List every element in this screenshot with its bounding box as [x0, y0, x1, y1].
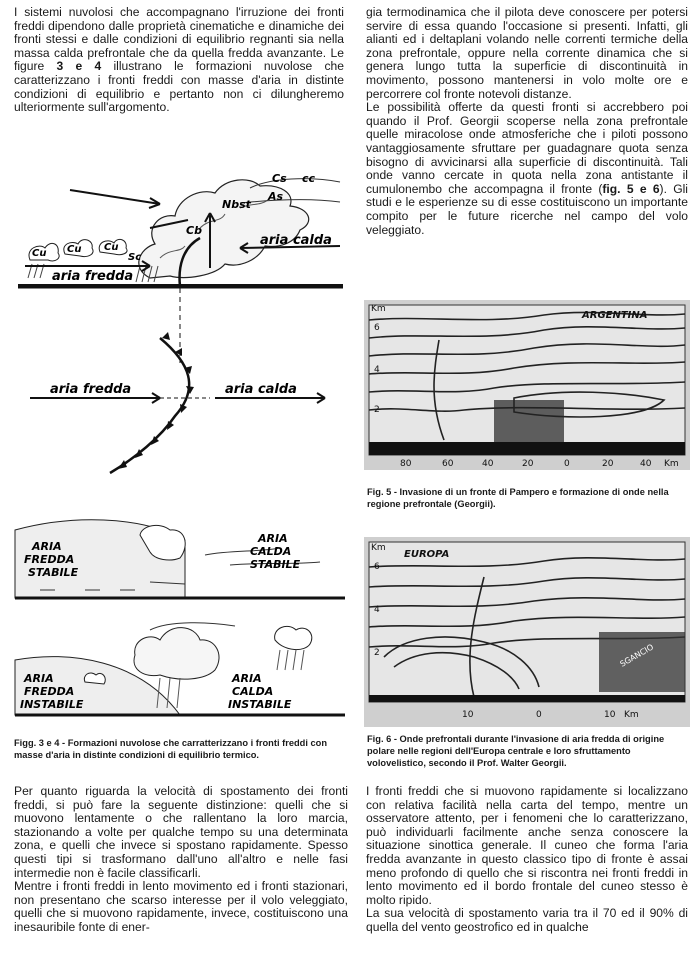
- fig5-xtick: 80: [400, 459, 412, 469]
- caption-fig34: Figg. 3 e 4 - Formazioni nuvolose che carratterizzano i fronti freddi con masse d'aria in distinte condizioni di equilibrio termico.: [14, 738, 328, 760]
- paragraph: gia termodinamica che il pilota deve conoscere per potersi servire di essa quando l'occasione si presenti. Infatti, gli alianti ed i deltaplani volando nelle correnti termiche della zona prefrontale, oppure nella corrente dinamica che si genera lungo tutta la superficie di discontinuità in movimento, possono mantenersi in volo molte ore e percorrere col fronte notevoli distanze.: [366, 5, 688, 101]
- label-cu-3: Cu: [104, 242, 119, 253]
- label-plan-aria-calda: aria calda: [225, 382, 297, 397]
- fig5-xtick: 20: [602, 459, 614, 469]
- fig4-bot-left-2: FREDDA: [24, 685, 75, 698]
- caption-fig6: Fig. 6 - Onde prefrontali durante l'invasione di aria fredda di origine polare nelle regioni dell'Europa centrale e loro sfruttamento volovelistico, secondo il Prof. Walter Georgii.: [367, 734, 665, 768]
- paragraph: La sua velocità di spostamento varia tra il 70 ed il 90% di quella del vento geostrofico ed in qualche: [366, 906, 688, 934]
- fig4-top-left-3: STABILE: [28, 566, 79, 579]
- paragraph: Le possibilità offerte da questi fronti si accrebbero poi quando il Prof. Georgii scoperse nella zona prefrontale quelle miracolose onde atmosferiche che i piloti possono vantaggiosamente sfruttare per guadagnare quota senza bisogno di avvicinarsi alla superficie di discontinuità. Tali onde vanno cercate in quota nella zona antistante il cumulonembo che accompagna il fronte (fig. 5 e 6). Gli studi e le esperienze su di esse costituiscono un importante compito per le future ricerche nel campo del volo veleggiato.: [366, 100, 688, 237]
- paragraph: Mentre i fronti freddi in lento movimento ed i fronti stazionari, non presentano che scarso interesse per il volo veleggiato, quelli che si muovono rapidamente, invece, costituiscono una inesauribile fonte di ener-: [14, 879, 348, 934]
- fig5-xtick: 40: [482, 459, 494, 469]
- label-sc: Sc: [128, 252, 142, 263]
- fig4-top-right-2: CALDA: [250, 545, 292, 558]
- right-bottom-text: [366, 785, 688, 935]
- fig6-title: EUROPA: [404, 549, 450, 560]
- label-cb: Cb: [186, 224, 202, 237]
- paragraph: Per quanto riguarda la velocità di spostamento dei fronti freddi, si può fare la seguente distinzione: quelli che si muovono lentamente o che rallentano la loro marcia, stazionando a volte per qualche tempo su una determinata zona, e quelli che invece si spostano rapidamente. Spesso questi tipi si trasformano dall'uno all'altro e nelle fasi intermedie non è facile classificarli.: [14, 784, 348, 880]
- fig6-unit-x: Km: [624, 710, 639, 720]
- fig5-unit-x: Km: [664, 459, 679, 469]
- fig4-bot-right-2: CALDA: [232, 685, 274, 698]
- fig6-xtick: 10: [462, 710, 474, 720]
- label-aria-calda: aria calda: [260, 233, 332, 248]
- fig5-xtick: 20: [522, 459, 534, 469]
- label-aria-fredda: aria fredda: [52, 269, 134, 284]
- paragraph: I sistemi nuvolosi che accompagnano l'irruzione dei fronti freddi dipendono dalle proprietà cinematiche e dinamiche dei fronti stessi e dalle condizioni di equilibrio regnanti sia nella massa calda prefrontale che da quella fredda avanzante. Le figure 3 e 4 illustrano le formazioni nuvolose che caratterizzano i fronti freddi con masse d'aria in distinte condizioni di equilibrio e pertanto non ci dilungheremo ulteriormente sull'argomento.: [14, 5, 344, 115]
- label-cc: cc: [302, 172, 316, 185]
- fig4-top-right-1: ARIA: [258, 532, 288, 545]
- figure-6: [364, 537, 690, 727]
- fig4-top-left-2: FREDDA: [24, 553, 75, 566]
- fig6-xtick: 10: [604, 710, 616, 720]
- fig4-top-left-1: ARIA: [32, 540, 62, 553]
- figure-4: [10, 510, 350, 732]
- fig5-xtick: 60: [442, 459, 454, 469]
- label-plan-aria-fredda: aria fredda: [50, 382, 132, 397]
- fig6-ytick-4: 4: [374, 605, 380, 615]
- fig4-top-right-3: STABILE: [250, 558, 301, 571]
- figure-5: [364, 300, 690, 470]
- fig4-bot-right-3: INSTABILE: [228, 698, 292, 711]
- fig5-xtick: 40: [640, 459, 652, 469]
- fig5-ytick-2: 2: [374, 405, 380, 415]
- fig6-ytick-2: 2: [374, 648, 380, 658]
- label-cu-1: Cu: [32, 248, 47, 259]
- left-top-text: [14, 6, 344, 115]
- fig6-xtick: 0: [536, 710, 542, 720]
- fig5-xtick: 0: [564, 459, 570, 469]
- fig5-title: ARGENTINA: [582, 310, 648, 321]
- fig6-ytick-6: 6: [374, 562, 380, 572]
- label-cs: Cs: [272, 172, 287, 185]
- left-bottom-text: [14, 785, 348, 935]
- figure-3: [10, 148, 350, 508]
- fig4-bot-right-1: ARIA: [232, 672, 262, 685]
- fig5-ytick-4: 4: [374, 365, 380, 375]
- fig6-annotation: SGANCIO: [618, 642, 656, 669]
- fig4-bot-left-1: ARIA: [24, 672, 54, 685]
- right-top-text: [366, 6, 688, 237]
- label-cu-2: Cu: [67, 244, 82, 255]
- fig5-unit-y: Km: [371, 304, 386, 314]
- label-nbst: Nbst: [222, 198, 251, 211]
- caption-fig5: Fig. 5 - Invasione di un fronte di Pampero e formazione di onde nella regione prefrontale (Georgii).: [367, 487, 669, 509]
- fig4-bot-left-3: INSTABILE: [20, 698, 84, 711]
- paragraph: I fronti freddi che si muovono rapidamente si localizzano con relativa facilità nella carta del tempo, mentre un osservatore attento, per i fenomeni che lo caratterizzano, può individuarli facilmente anche senza conoscere la situazione sinottica generale. Il cuneo che forma l'aria fredda avanzante in questo classico tipo di fronte è assai meno profondo di quello che si riscontra nei fronti freddi in lento movimento ed il bordo frontale del cuneo stesso è molto ripido.: [366, 784, 688, 907]
- label-as: As: [268, 190, 284, 203]
- fig6-unit-y: Km: [371, 543, 386, 553]
- fig5-ytick-6: 6: [374, 323, 380, 333]
